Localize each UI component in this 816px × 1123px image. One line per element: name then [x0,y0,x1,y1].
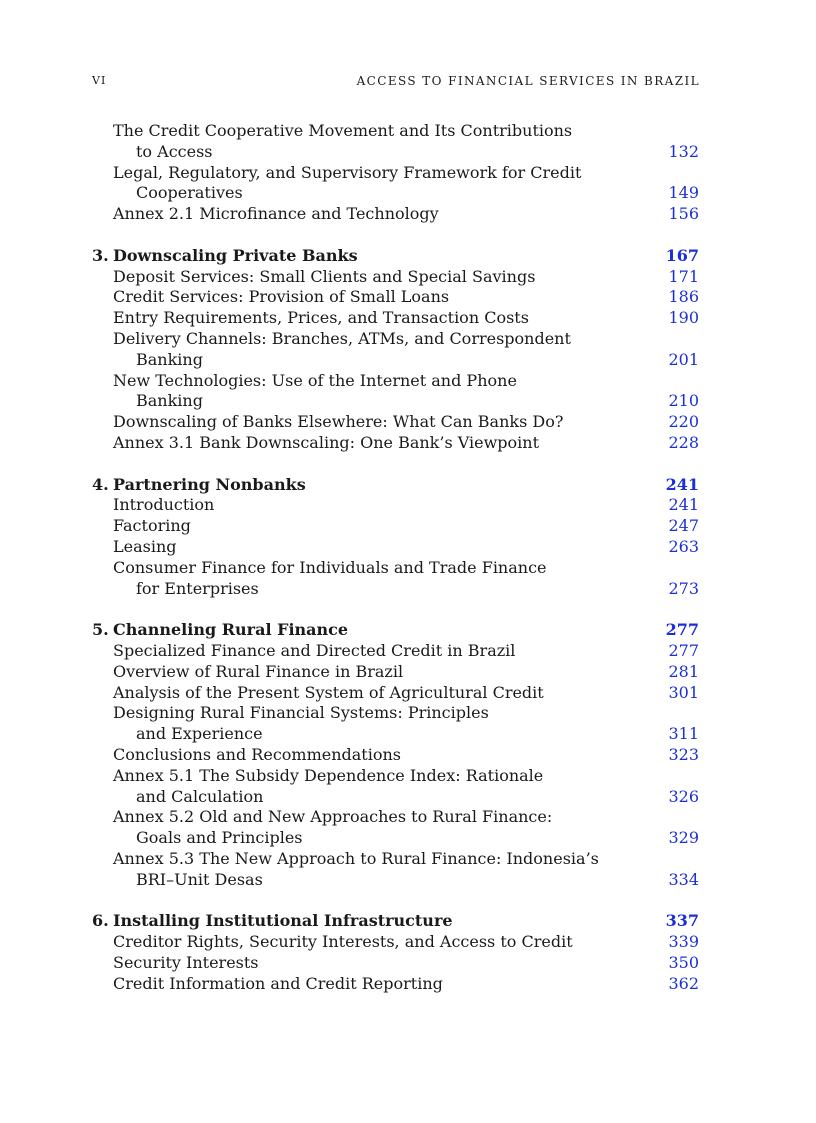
entry-title: Consumer Finance for Individuals and Trade Finance [113,557,547,577]
entry-title: Delivery Channels: Branches, ATMs, and Correspondent [113,328,571,348]
page-header [92,74,700,92]
entry-continuation-line [92,579,700,600]
chapter-heading[interactable] [92,246,700,267]
entry-line [92,849,700,870]
entry-page-link[interactable]: 362 [668,973,699,993]
entry-continuation-line [92,870,700,891]
toc-entry[interactable] [92,163,700,205]
entry-line [92,974,700,995]
entry-line [92,537,700,558]
entry-title: and Calculation [136,786,264,806]
entry-title: New Technologies: Use of the Internet and Phone [113,370,517,390]
entry-line [92,516,700,537]
toc-entry[interactable] [92,287,700,308]
toc-entry[interactable] [92,766,700,808]
toc-entry[interactable] [92,267,700,288]
entry-page-link[interactable]: 339 [668,932,699,952]
entry-page-link[interactable]: 329 [668,828,699,848]
entry-title: and Experience [136,724,263,744]
toc-chapter [92,475,700,600]
entry-title: to Access [136,141,213,161]
entry-title: Banking [136,349,203,369]
toc-entry[interactable] [92,433,700,454]
entry-continuation-line [92,828,700,849]
entry-page-link[interactable]: 247 [668,516,699,536]
entry-line [92,932,700,953]
entry-page-link[interactable]: 156 [668,204,699,224]
entry-page-link[interactable]: 220 [668,412,699,432]
entry-page-link[interactable]: 201 [668,349,699,369]
entry-title: Designing Rural Financial Systems: Principles [113,703,489,723]
entry-page-link[interactable]: 281 [668,661,699,681]
entry-page-link[interactable]: 210 [668,391,699,411]
toc-chapter [92,121,700,225]
toc-entry[interactable] [92,412,700,433]
chapter-title: Channeling Rural Finance [113,620,349,640]
toc-entry[interactable] [92,662,700,683]
entry-continuation-line [92,142,700,163]
entry-title: Cooperatives [136,183,243,203]
entry-line [92,121,700,142]
chapter-title: Partnering Nonbanks [113,474,306,494]
entry-title: Creditor Rights, Security Interests, and Access to Credit [113,932,573,952]
entry-continuation-line [92,350,700,371]
table-of-contents [92,121,700,1015]
toc-entry[interactable] [92,703,700,745]
running-title: ACCESS TO FINANCIAL SERVICES IN BRAZIL [356,74,700,88]
toc-entry[interactable] [92,807,700,849]
entry-title: Annex 3.1 Bank Downscaling: One Bank’s Viewpoint [113,432,540,452]
chapter-title: Downscaling Private Banks [113,245,358,265]
toc-entry[interactable] [92,974,700,995]
entry-line [92,495,700,516]
chapter-heading[interactable] [92,911,700,932]
toc-entry[interactable] [92,953,700,974]
entry-title: Annex 5.2 Old and New Approaches to Rural Finance: [113,807,553,827]
entry-page-link[interactable]: 301 [668,682,699,702]
toc-entry[interactable] [92,329,700,371]
toc-entry[interactable] [92,932,700,953]
entry-continuation-line [92,391,700,412]
entry-title: Credit Information and Credit Reporting [113,973,443,993]
entry-title: Specialized Finance and Directed Credit in Brazil [113,640,516,660]
entry-line [92,641,700,662]
toc-entry[interactable] [92,371,700,413]
entry-title: BRI–Unit Desas [136,869,263,889]
entry-page-link[interactable]: 190 [668,308,699,328]
entry-page-link[interactable]: 277 [668,640,699,660]
entry-line [92,433,700,454]
toc-chapter [92,246,700,454]
entry-page-link[interactable]: 186 [668,287,699,307]
entry-title: Introduction [113,495,215,515]
entry-continuation-line [92,787,700,808]
entry-title: Banking [136,391,203,411]
chapter-number: 3. [92,245,109,265]
entry-page-link[interactable]: 326 [668,786,699,806]
entry-line [92,766,700,787]
entry-title: Annex 2.1 Microfinance and Technology [113,204,439,224]
entry-title: Downscaling of Banks Elsewhere: What Can Banks Do? [113,412,564,432]
chapter-number: 6. [92,911,109,931]
toc-entry[interactable] [92,558,700,600]
entry-title: Analysis of the Present System of Agricultural Credit [113,682,544,702]
entry-title: Security Interests [113,952,259,972]
entry-line [92,703,700,724]
chapter-heading[interactable] [92,475,700,496]
entry-line [92,308,700,329]
entry-line [92,412,700,433]
entry-title: for Enterprises [136,578,259,598]
entry-title: Leasing [113,536,177,556]
toc-entry[interactable] [92,121,700,163]
chapter-page-link[interactable]: 277 [665,620,699,640]
entry-title: Conclusions and Recommendations [113,744,401,764]
entry-line [92,745,700,766]
entry-line [92,683,700,704]
toc-entry[interactable] [92,745,700,766]
entry-title: Goals and Principles [136,828,303,848]
toc-entry[interactable] [92,641,700,662]
toc-entry[interactable] [92,537,700,558]
entry-title: Entry Requirements, Prices, and Transaction Costs [113,308,529,328]
chapter-number: 4. [92,474,109,494]
toc-entry[interactable] [92,849,700,891]
entry-title: Overview of Rural Finance in Brazil [113,661,404,681]
entry-title: The Credit Cooperative Movement and Its Contributions [113,121,573,140]
entry-page-link[interactable]: 263 [668,536,699,556]
entry-line [92,371,700,392]
entry-line [92,287,700,308]
toc-entry[interactable] [92,683,700,704]
entry-line [92,953,700,974]
entry-page-link[interactable]: 273 [668,578,699,598]
entry-title: Legal, Regulatory, and Supervisory Framework for Credit [113,162,582,182]
entry-title: Annex 5.1 The Subsidy Dependence Index: Rationale [113,765,544,785]
toc-chapter [92,620,700,890]
entry-continuation-line [92,183,700,204]
entry-line [92,163,700,184]
chapter-page-link[interactable]: 337 [665,911,699,931]
entry-continuation-line [92,724,700,745]
entry-title: Factoring [113,516,191,536]
entry-page-link[interactable]: 323 [668,744,699,764]
entry-line [92,662,700,683]
entry-page-link[interactable]: 149 [668,183,699,203]
chapter-title: Installing Institutional Infrastructure [113,911,453,931]
entry-title: Deposit Services: Small Clients and Special Savings [113,266,536,286]
chapter-page-link[interactable]: 241 [665,474,699,494]
page-number: VI [92,74,107,87]
entry-page-link[interactable]: 132 [668,141,699,161]
entry-title: Credit Services: Provision of Small Loans [113,287,450,307]
chapter-heading[interactable] [92,620,700,641]
chapter-number: 5. [92,620,109,640]
entry-page-link[interactable]: 171 [668,266,699,286]
chapter-page-link[interactable]: 167 [665,245,699,265]
entry-page-link[interactable]: 334 [668,869,699,889]
toc-chapter [92,911,700,994]
entry-line [92,807,700,828]
toc-entry[interactable] [92,516,700,537]
toc-entry[interactable] [92,495,700,516]
entry-line [92,267,700,288]
entry-line [92,558,700,579]
entry-page-link[interactable]: 228 [668,432,699,452]
entry-line [92,204,700,225]
toc-entry[interactable] [92,204,700,225]
entry-page-link[interactable]: 350 [668,952,699,972]
entry-page-link[interactable]: 311 [668,724,699,744]
entry-page-link[interactable]: 241 [668,495,699,515]
entry-title: Annex 5.3 The New Approach to Rural Finance: Indonesia’s [113,848,599,868]
entry-line [92,329,700,350]
toc-entry[interactable] [92,308,700,329]
